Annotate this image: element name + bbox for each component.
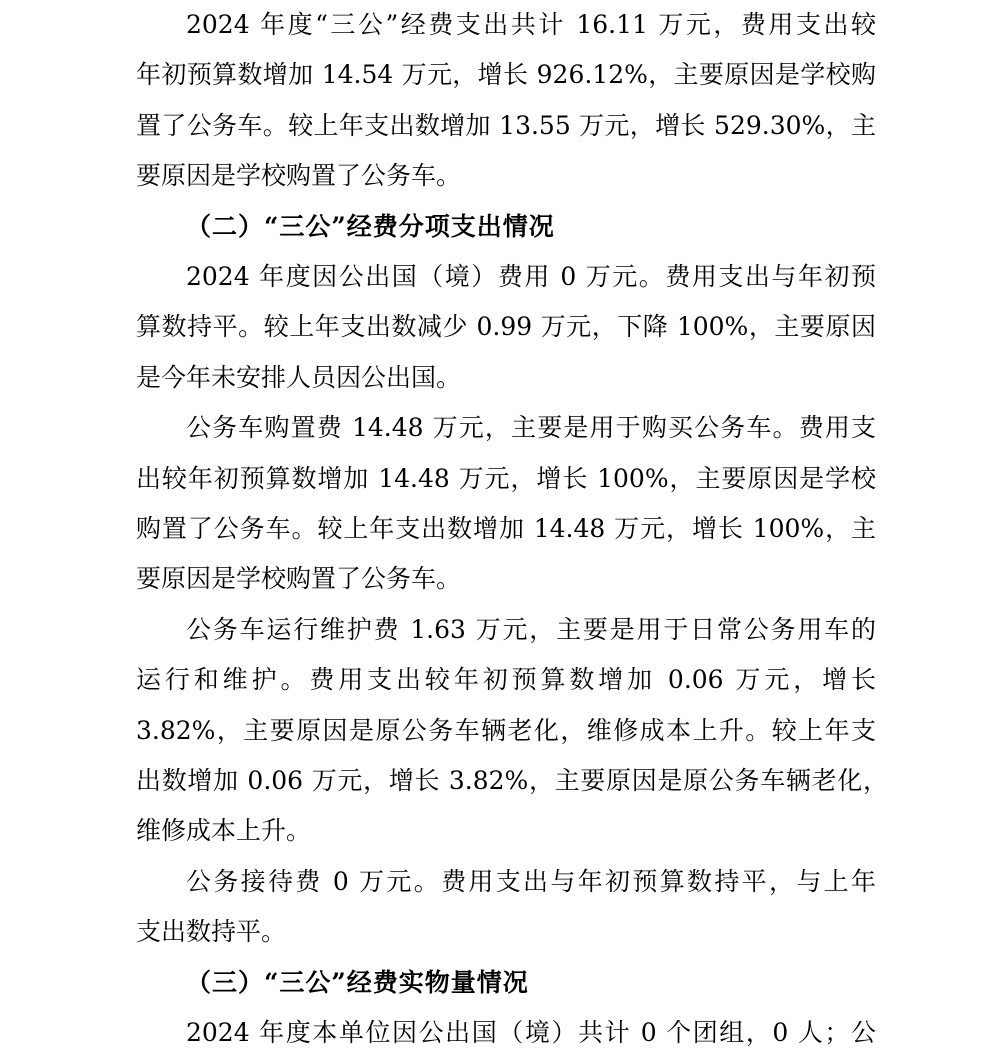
paragraph-physical-line-1: 2024 年度本单位因公出国（境）共计 0 个团组，0 人；公 <box>186 1018 876 1047</box>
paragraph-vehicle-maintenance-line-3: 3.82%，主要原因是原公务车辆老化，维修成本上升。较上年支 <box>136 715 876 745</box>
paragraph-total-line-4: 要原因是学校购置了公务车。 <box>136 161 462 191</box>
paragraph-reception-line-2: 支出数持平。 <box>136 917 287 947</box>
paragraph-abroad-line-3: 是今年未安排人员因公出国。 <box>136 362 462 392</box>
paragraph-vehicle-purchase-line-1: 公务车购置费 14.48 万元，主要是用于购买公务车。费用支 <box>186 413 876 443</box>
paragraph-total-line-1: 2024 年度“三公”经费支出共计 16.11 万元，费用支出较 <box>186 10 876 39</box>
paragraph-vehicle-purchase-line-2: 出较年初预算数增加 14.48 万元，增长 100%，主要原因是学校 <box>136 463 876 493</box>
paragraph-reception-line-1: 公务接待费 0 万元。费用支出与年初预算数持平，与上年 <box>186 866 876 896</box>
paragraph-total-line-2: 年初预算数增加 14.54 万元，增长 926.12%，主要原因是学校购 <box>136 60 876 90</box>
section-heading-physical-quantity: （三）“三公”经费实物量情况 <box>186 967 529 997</box>
paragraph-vehicle-maintenance-line-5: 维修成本上升。 <box>136 816 312 846</box>
paragraph-abroad-line-2: 算数持平。较上年支出数减少 0.99 万元，下降 100%，主要原因 <box>136 312 876 342</box>
paragraph-vehicle-maintenance-line-2: 运行和维护。费用支出较年初预算数增加 0.06 万元，增长 <box>136 665 876 695</box>
paragraph-total-line-3: 置了公务车。较上年支出数增加 13.55 万元，增长 529.30%，主 <box>136 110 876 140</box>
paragraph-vehicle-purchase-line-4: 要原因是学校购置了公务车。 <box>136 564 462 594</box>
section-heading-itemized: （二）“三公”经费分项支出情况 <box>186 211 555 241</box>
paragraph-vehicle-maintenance-line-1: 公务车运行维护费 1.63 万元，主要是用于日常公务用车的 <box>186 614 876 644</box>
paragraph-vehicle-purchase-line-3: 购置了公务车。较上年支出数增加 14.48 万元，增长 100%，主 <box>136 514 876 543</box>
paragraph-vehicle-maintenance-line-4: 出数增加 0.06 万元，增长 3.82%，主要原因是原公务车辆老化， <box>136 766 888 795</box>
paragraph-abroad-line-1: 2024 年度因公出国（境）费用 0 万元。费用支出与年初预 <box>186 262 876 291</box>
